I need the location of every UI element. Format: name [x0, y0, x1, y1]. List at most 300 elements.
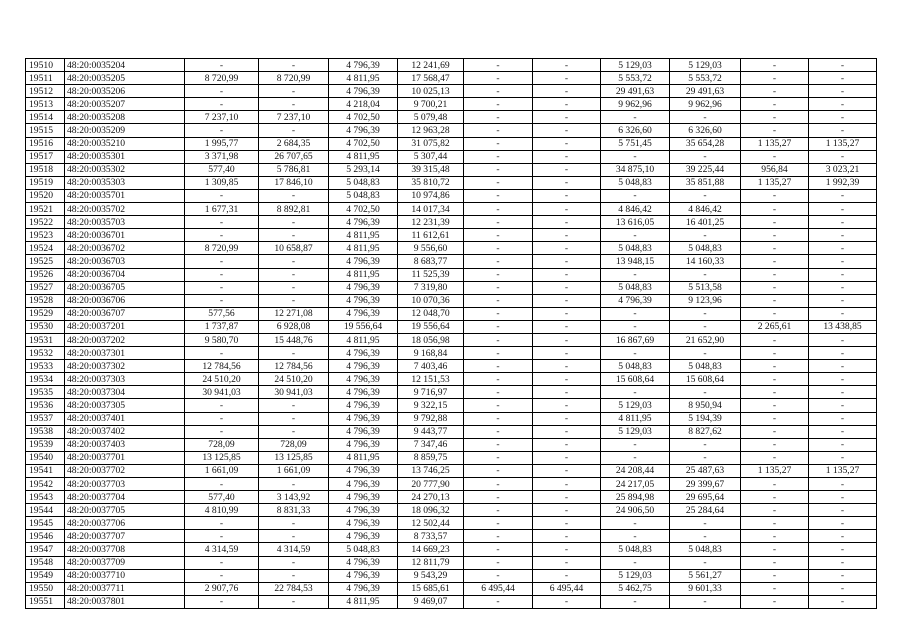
- value-cell: -: [741, 517, 809, 530]
- value-cell: -: [533, 451, 601, 464]
- value-cell: 2 684,35: [259, 137, 329, 150]
- value-cell: 8 831,33: [259, 504, 329, 517]
- value-cell: -: [809, 59, 877, 72]
- cadastral-number-cell: 48:20:0037706: [65, 517, 185, 530]
- value-cell: -: [464, 229, 533, 242]
- value-cell: 24 510,20: [259, 373, 329, 386]
- value-cell: 35 654,28: [670, 137, 741, 150]
- value-cell: 13 948,15: [601, 255, 670, 268]
- cadastral-number-cell: 48:20:0037301: [65, 347, 185, 360]
- value-cell: 5 561,27: [670, 569, 741, 582]
- value-cell: -: [809, 478, 877, 491]
- cadastral-number-cell: 48:20:0035302: [65, 163, 185, 176]
- value-cell: 4 796,39: [329, 569, 398, 582]
- value-cell: -: [185, 517, 259, 530]
- value-cell: 4 796,39: [329, 530, 398, 543]
- value-cell: 17 846,10: [259, 176, 329, 189]
- value-cell: 6 495,44: [533, 582, 601, 595]
- row-number-cell: 19514: [26, 111, 65, 124]
- cadastral-number-cell: 48:20:0037305: [65, 399, 185, 412]
- value-cell: -: [741, 556, 809, 569]
- value-cell: 9 601,33: [670, 582, 741, 595]
- value-cell: 12 963,28: [398, 124, 464, 137]
- row-number-cell: 19547: [26, 543, 65, 556]
- value-cell: -: [809, 111, 877, 124]
- cadastral-number-cell: 48:20:0037402: [65, 425, 185, 438]
- value-cell: -: [185, 595, 259, 608]
- value-cell: 4 796,39: [329, 294, 398, 307]
- cadastral-number-cell: 48:20:0035207: [65, 98, 185, 111]
- value-cell: 8 720,99: [185, 72, 259, 85]
- value-cell: -: [185, 347, 259, 360]
- value-cell: -: [464, 478, 533, 491]
- value-cell: -: [464, 137, 533, 150]
- row-number-cell: 19511: [26, 72, 65, 85]
- value-cell: -: [464, 347, 533, 360]
- value-cell: -: [259, 281, 329, 294]
- value-cell: -: [533, 307, 601, 320]
- value-cell: 24 270,13: [398, 491, 464, 504]
- table-row: [26, 307, 877, 320]
- value-cell: 13 746,25: [398, 464, 464, 477]
- value-cell: -: [741, 216, 809, 229]
- table-row: [26, 595, 877, 608]
- value-cell: -: [809, 216, 877, 229]
- value-cell: 5 079,48: [398, 111, 464, 124]
- value-cell: -: [741, 203, 809, 216]
- value-cell: -: [533, 59, 601, 72]
- value-cell: -: [601, 517, 670, 530]
- value-cell: -: [464, 242, 533, 255]
- value-cell: 4 811,95: [601, 412, 670, 425]
- value-cell: 4 796,39: [329, 478, 398, 491]
- value-cell: -: [601, 556, 670, 569]
- row-number-cell: 19545: [26, 517, 65, 530]
- value-cell: 577,56: [185, 307, 259, 320]
- value-cell: 1 992,39: [809, 176, 877, 189]
- row-number-cell: 19523: [26, 229, 65, 242]
- value-cell: -: [259, 229, 329, 242]
- value-cell: -: [185, 412, 259, 425]
- value-cell: -: [533, 373, 601, 386]
- value-cell: -: [464, 360, 533, 373]
- value-cell: -: [464, 464, 533, 477]
- value-cell: -: [533, 399, 601, 412]
- value-cell: -: [809, 556, 877, 569]
- value-cell: -: [533, 347, 601, 360]
- value-cell: -: [533, 464, 601, 477]
- value-cell: -: [670, 347, 741, 360]
- table-row: [26, 451, 877, 464]
- value-cell: -: [259, 98, 329, 111]
- value-cell: -: [670, 307, 741, 320]
- value-cell: 31 075,82: [398, 137, 464, 150]
- value-cell: 29 491,63: [670, 85, 741, 98]
- value-cell: 1 135,27: [741, 176, 809, 189]
- value-cell: -: [259, 530, 329, 543]
- value-cell: -: [741, 59, 809, 72]
- value-cell: -: [741, 150, 809, 163]
- cadastral-number-cell: 48:20:0037703: [65, 478, 185, 491]
- value-cell: -: [464, 203, 533, 216]
- row-number-cell: 19530: [26, 320, 65, 333]
- value-cell: 5 786,81: [259, 163, 329, 176]
- row-number-cell: 19548: [26, 556, 65, 569]
- value-cell: -: [533, 320, 601, 333]
- value-cell: -: [809, 582, 877, 595]
- value-cell: -: [185, 59, 259, 72]
- value-cell: 3 023,21: [809, 163, 877, 176]
- value-cell: 19 556,64: [398, 320, 464, 333]
- cadastral-number-cell: 48:20:0035206: [65, 85, 185, 98]
- value-cell: -: [670, 229, 741, 242]
- value-cell: -: [464, 268, 533, 281]
- cadastral-number-cell: 48:20:0037701: [65, 451, 185, 464]
- cadastral-number-cell: 48:20:0035703: [65, 216, 185, 229]
- value-cell: -: [185, 569, 259, 582]
- value-cell: 29 695,64: [670, 491, 741, 504]
- table-row: [26, 229, 877, 242]
- value-cell: 1 995,77: [185, 137, 259, 150]
- value-cell: -: [809, 399, 877, 412]
- value-cell: 4 796,39: [329, 504, 398, 517]
- value-cell: 4 796,39: [329, 255, 398, 268]
- value-cell: 5 048,83: [670, 543, 741, 556]
- value-cell: -: [741, 569, 809, 582]
- value-cell: 4 846,42: [670, 203, 741, 216]
- value-cell: -: [809, 98, 877, 111]
- value-cell: -: [809, 307, 877, 320]
- value-cell: 12 151,53: [398, 373, 464, 386]
- value-cell: -: [741, 478, 809, 491]
- value-cell: 4 796,39: [329, 124, 398, 137]
- value-cell: 4 811,95: [329, 72, 398, 85]
- value-cell: 4 796,39: [329, 464, 398, 477]
- value-cell: 13 438,85: [809, 320, 877, 333]
- value-cell: -: [533, 360, 601, 373]
- value-cell: -: [601, 438, 670, 451]
- row-number-cell: 19534: [26, 373, 65, 386]
- value-cell: -: [601, 307, 670, 320]
- value-cell: -: [185, 268, 259, 281]
- table-row: [26, 176, 877, 189]
- value-cell: -: [464, 569, 533, 582]
- cadastral-number-cell: 48:20:0036702: [65, 242, 185, 255]
- value-cell: -: [809, 229, 877, 242]
- value-cell: 13 616,05: [601, 216, 670, 229]
- value-cell: 3 143,92: [259, 491, 329, 504]
- value-cell: 956,84: [741, 163, 809, 176]
- value-cell: 13 125,85: [259, 451, 329, 464]
- value-cell: -: [809, 530, 877, 543]
- value-cell: -: [741, 111, 809, 124]
- value-cell: -: [533, 268, 601, 281]
- value-cell: 4 218,04: [329, 98, 398, 111]
- value-cell: 4 811,95: [329, 150, 398, 163]
- value-cell: -: [670, 268, 741, 281]
- value-cell: 16 867,69: [601, 333, 670, 346]
- value-cell: -: [809, 242, 877, 255]
- value-cell: -: [533, 281, 601, 294]
- table-row: [26, 399, 877, 412]
- value-cell: 25 894,98: [601, 491, 670, 504]
- value-cell: -: [670, 556, 741, 569]
- value-cell: -: [809, 268, 877, 281]
- row-number-cell: 19533: [26, 360, 65, 373]
- cadastral-number-cell: 48:20:0035303: [65, 176, 185, 189]
- value-cell: -: [741, 307, 809, 320]
- value-cell: -: [464, 216, 533, 229]
- value-cell: -: [185, 425, 259, 438]
- value-cell: 5 048,83: [601, 176, 670, 189]
- value-cell: 1 135,27: [741, 464, 809, 477]
- value-cell: 16 401,25: [670, 216, 741, 229]
- value-cell: -: [464, 399, 533, 412]
- value-cell: 4 702,50: [329, 137, 398, 150]
- value-cell: 4 796,39: [329, 412, 398, 425]
- row-number-cell: 19527: [26, 281, 65, 294]
- value-cell: -: [259, 478, 329, 491]
- value-cell: 10 974,86: [398, 189, 464, 202]
- value-cell: 4 796,39: [329, 399, 398, 412]
- cadastral-number-cell: 48:20:0037304: [65, 386, 185, 399]
- value-cell: 11 525,39: [398, 268, 464, 281]
- table-row: [26, 281, 877, 294]
- value-cell: 14 160,33: [670, 255, 741, 268]
- table-row: [26, 216, 877, 229]
- table-row: [26, 242, 877, 255]
- value-cell: -: [809, 294, 877, 307]
- table-row: [26, 85, 877, 98]
- value-cell: 29 399,67: [670, 478, 741, 491]
- value-cell: -: [464, 320, 533, 333]
- value-cell: 8 859,75: [398, 451, 464, 464]
- value-cell: 2 265,61: [741, 320, 809, 333]
- table-row: [26, 203, 877, 216]
- value-cell: -: [809, 333, 877, 346]
- table-row: [26, 360, 877, 373]
- value-cell: 1 677,31: [185, 203, 259, 216]
- value-cell: -: [464, 595, 533, 608]
- value-cell: -: [533, 85, 601, 98]
- value-cell: -: [533, 438, 601, 451]
- cadastral-number-cell: 48:20:0037202: [65, 333, 185, 346]
- row-number-cell: 19528: [26, 294, 65, 307]
- value-cell: -: [185, 189, 259, 202]
- value-cell: -: [533, 242, 601, 255]
- value-cell: 4 796,39: [329, 373, 398, 386]
- value-cell: 1 135,27: [741, 137, 809, 150]
- value-cell: -: [809, 85, 877, 98]
- value-cell: -: [533, 386, 601, 399]
- value-cell: -: [741, 242, 809, 255]
- table-row: [26, 255, 877, 268]
- value-cell: 25 284,64: [670, 504, 741, 517]
- value-cell: -: [601, 595, 670, 608]
- value-cell: 4 796,39: [601, 294, 670, 307]
- value-cell: -: [533, 478, 601, 491]
- value-cell: 4 796,39: [329, 582, 398, 595]
- table-row: [26, 72, 877, 85]
- value-cell: -: [809, 595, 877, 608]
- value-cell: 29 491,63: [601, 85, 670, 98]
- value-cell: -: [670, 386, 741, 399]
- value-cell: -: [533, 189, 601, 202]
- table-row: [26, 386, 877, 399]
- value-cell: -: [464, 72, 533, 85]
- value-cell: 5 751,45: [601, 137, 670, 150]
- value-cell: -: [809, 360, 877, 373]
- row-number-cell: 19538: [26, 425, 65, 438]
- value-cell: -: [464, 150, 533, 163]
- value-cell: 1 737,87: [185, 320, 259, 333]
- value-cell: 4 796,39: [329, 216, 398, 229]
- row-number-cell: 19529: [26, 307, 65, 320]
- row-number-cell: 19524: [26, 242, 65, 255]
- value-cell: 5 194,39: [670, 412, 741, 425]
- table-row: [26, 464, 877, 477]
- table-body: [26, 59, 877, 609]
- value-cell: -: [259, 517, 329, 530]
- row-number-cell: 19539: [26, 438, 65, 451]
- cadastral-number-cell: 48:20:0035209: [65, 124, 185, 137]
- cadastral-number-cell: 48:20:0035702: [65, 203, 185, 216]
- value-cell: -: [464, 111, 533, 124]
- value-cell: -: [533, 216, 601, 229]
- row-number-cell: 19510: [26, 59, 65, 72]
- row-number-cell: 19525: [26, 255, 65, 268]
- cadastral-number-cell: 48:20:0035210: [65, 137, 185, 150]
- value-cell: 4 796,39: [329, 556, 398, 569]
- value-cell: -: [185, 255, 259, 268]
- value-cell: 5 048,83: [670, 242, 741, 255]
- value-cell: 7 319,80: [398, 281, 464, 294]
- value-cell: -: [741, 412, 809, 425]
- value-cell: -: [809, 517, 877, 530]
- value-cell: 5 048,83: [601, 543, 670, 556]
- value-cell: -: [809, 373, 877, 386]
- value-cell: -: [259, 124, 329, 137]
- value-cell: 15 448,76: [259, 333, 329, 346]
- value-cell: 4 314,59: [185, 543, 259, 556]
- value-cell: 12 048,70: [398, 307, 464, 320]
- table-row: [26, 556, 877, 569]
- value-cell: 4 796,39: [329, 360, 398, 373]
- value-cell: -: [533, 124, 601, 137]
- value-cell: 30 941,03: [185, 386, 259, 399]
- value-cell: -: [259, 412, 329, 425]
- table-row: [26, 320, 877, 333]
- value-cell: -: [741, 543, 809, 556]
- value-cell: -: [741, 347, 809, 360]
- value-cell: 4 796,39: [329, 59, 398, 72]
- value-cell: -: [464, 85, 533, 98]
- value-cell: -: [259, 399, 329, 412]
- value-cell: 18 056,98: [398, 333, 464, 346]
- value-cell: -: [259, 216, 329, 229]
- value-cell: -: [533, 111, 601, 124]
- table-row: [26, 438, 877, 451]
- cadastral-number-cell: 48:20:0035301: [65, 150, 185, 163]
- value-cell: -: [464, 333, 533, 346]
- row-number-cell: 19521: [26, 203, 65, 216]
- value-cell: -: [533, 569, 601, 582]
- value-cell: 9 556,60: [398, 242, 464, 255]
- value-cell: 4 702,50: [329, 203, 398, 216]
- value-cell: -: [601, 451, 670, 464]
- value-cell: 6 326,60: [601, 124, 670, 137]
- value-cell: 5 553,72: [670, 72, 741, 85]
- table-row: [26, 124, 877, 137]
- value-cell: -: [464, 98, 533, 111]
- value-cell: -: [741, 98, 809, 111]
- value-cell: -: [464, 163, 533, 176]
- cadastral-number-cell: 48:20:0037801: [65, 595, 185, 608]
- value-cell: 6 495,44: [464, 582, 533, 595]
- value-cell: 30 941,03: [259, 386, 329, 399]
- value-cell: -: [533, 425, 601, 438]
- cadastral-number-cell: 48:20:0035701: [65, 189, 185, 202]
- value-cell: -: [259, 268, 329, 281]
- table-row: [26, 425, 877, 438]
- value-cell: -: [670, 438, 741, 451]
- value-cell: -: [670, 189, 741, 202]
- row-number-cell: 19512: [26, 85, 65, 98]
- value-cell: -: [741, 124, 809, 137]
- value-cell: -: [601, 189, 670, 202]
- cadastral-number-cell: 48:20:0035204: [65, 59, 185, 72]
- row-number-cell: 19531: [26, 333, 65, 346]
- row-number-cell: 19550: [26, 582, 65, 595]
- cadastral-number-cell: 48:20:0037201: [65, 320, 185, 333]
- value-cell: -: [259, 569, 329, 582]
- value-cell: -: [533, 294, 601, 307]
- row-number-cell: 19519: [26, 176, 65, 189]
- value-cell: -: [809, 438, 877, 451]
- value-cell: 12 231,39: [398, 216, 464, 229]
- value-cell: -: [533, 72, 601, 85]
- value-cell: 17 568,47: [398, 72, 464, 85]
- row-number-cell: 19517: [26, 150, 65, 163]
- value-cell: -: [809, 281, 877, 294]
- value-cell: 3 371,98: [185, 150, 259, 163]
- value-cell: 4 846,42: [601, 203, 670, 216]
- value-cell: -: [464, 556, 533, 569]
- value-cell: 35 851,88: [670, 176, 741, 189]
- value-cell: -: [809, 451, 877, 464]
- table-row: [26, 347, 877, 360]
- value-cell: 11 612,61: [398, 229, 464, 242]
- value-cell: -: [464, 176, 533, 189]
- value-cell: 4 702,50: [329, 111, 398, 124]
- value-cell: -: [601, 347, 670, 360]
- value-cell: -: [185, 98, 259, 111]
- value-cell: -: [670, 595, 741, 608]
- value-cell: 9 469,07: [398, 595, 464, 608]
- value-cell: -: [741, 229, 809, 242]
- value-cell: 22 784,53: [259, 582, 329, 595]
- value-cell: 5 048,83: [329, 176, 398, 189]
- value-cell: -: [533, 176, 601, 189]
- row-number-cell: 19542: [26, 478, 65, 491]
- value-cell: -: [533, 504, 601, 517]
- value-cell: 5 293,14: [329, 163, 398, 176]
- row-number-cell: 19513: [26, 98, 65, 111]
- value-cell: 24 906,50: [601, 504, 670, 517]
- value-cell: 14 669,23: [398, 543, 464, 556]
- value-cell: 1 309,85: [185, 176, 259, 189]
- table-row: [26, 98, 877, 111]
